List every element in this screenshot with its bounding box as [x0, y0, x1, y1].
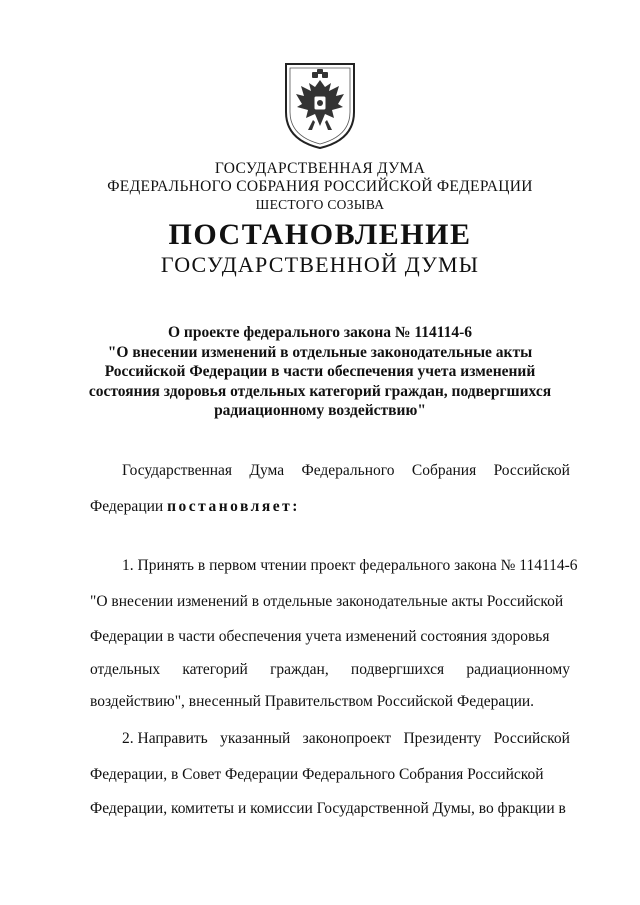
item1-word: граждан,: [270, 661, 329, 678]
item1-line-1: 1. Принять в первом чтении проект федерального закона № 114114-6: [122, 557, 578, 574]
item2-word: указанный: [220, 730, 291, 747]
item2-word: 2. Направить: [122, 730, 208, 747]
item2-word: Президенту: [403, 730, 482, 747]
subject-line-2: "О внесении изменений в отдельные законодательные акты: [107, 343, 533, 361]
subject-line-4: состояния здоровья отдельных категорий граждан, подвергшихся: [88, 382, 552, 400]
subject-heading: [0, 323, 640, 421]
item1-line-5: воздействию", внесенный Правительством Российской Федерации.: [90, 693, 535, 710]
item2-word: законопроект: [302, 730, 392, 747]
subject-line-1: О проекте федерального закона № 114114-6: [167, 324, 473, 341]
preamble-line-2: [90, 497, 570, 517]
preamble-word: Федерального: [301, 462, 395, 479]
item2-line-2: Федерации, в Совет Федерации Федерального Собрания Российской: [90, 766, 544, 783]
document-title: ПОСТАНОВЛЕНИЕ: [168, 218, 472, 251]
issuer-line-3: ШЕСТОГО СОЗЫВА: [255, 197, 385, 212]
preamble-word: Российской: [493, 462, 570, 479]
issuer-line-1: ГОСУДАРСТВЕННАЯ ДУМА: [214, 160, 426, 177]
item2-line-1: [90, 729, 570, 749]
item2-word: Российской: [493, 730, 570, 747]
preamble-text: Федерации: [90, 498, 168, 515]
subject-line-3: Российской Федерации в части обеспечения учета изменений: [104, 363, 536, 380]
russian-coat-of-arms-icon: [282, 60, 358, 152]
issuer-line-2: ФЕДЕРАЛЬНОГО СОБРАНИЯ РОССИЙСКОЙ ФЕДЕРАЦИИ: [107, 178, 533, 195]
item1-word: подвергшихся: [350, 661, 445, 678]
item1-word: категорий: [182, 661, 248, 678]
item1-line-2: "О внесении изменений в отдельные законодательные акты Российской: [90, 593, 564, 610]
item1-line-4: [90, 660, 570, 680]
document-subtitle: ГОСУДАРСТВЕННОЙ ДУМЫ: [160, 252, 480, 277]
subject-line-5: радиационному воздействию": [214, 402, 426, 419]
item2-line-3: Федерации, комитеты и комиссии Государственной Думы, во фракции в: [90, 800, 566, 817]
item1-word: отдельных: [90, 661, 161, 678]
resolves-word: постановляет:: [167, 498, 300, 515]
preamble-word: Государственная: [122, 462, 233, 479]
item1-line-3: Федерации в части обеспечения учета изменений состояния здоровья: [90, 628, 550, 645]
preamble-word: Собрания: [411, 462, 477, 479]
issuer-header: [0, 160, 640, 214]
preamble-word: Дума: [249, 462, 285, 479]
item1-word: радиационному: [466, 661, 570, 678]
preamble-line-1: [90, 461, 570, 481]
